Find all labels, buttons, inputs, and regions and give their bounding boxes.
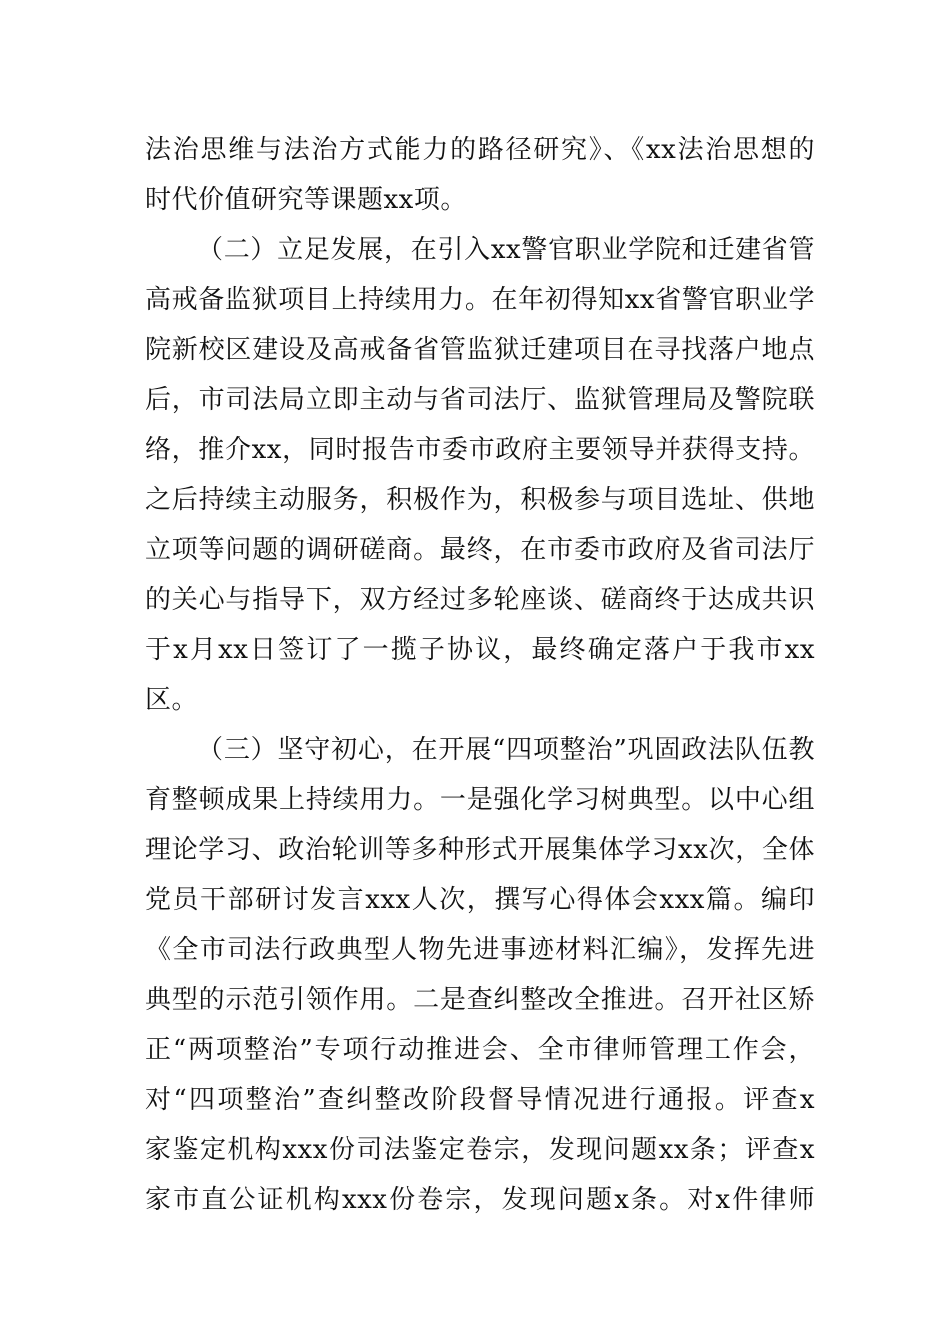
- paragraph-line: （三）坚守初心，在开展“四项整治”巩固政法队伍教: [197, 735, 815, 765]
- paragraph-line: 院新校区建设及高戒备省管监狱迁建项目在寻找落户地点: [145, 335, 815, 365]
- paragraph-line: 时代价值研究等课题xx项。: [145, 185, 467, 215]
- paragraph-line: 之后持续主动服务，积极作为，积极参与项目选址、供地: [145, 485, 815, 515]
- paragraph-line: 络，推介xx，同时报告市委市政府主要领导并获得支持。: [145, 435, 815, 465]
- paragraph-line: 典型的示范引领作用。二是查纠整改全推进。召开社区矫: [145, 985, 815, 1015]
- paragraph-line: 家鉴定机构xxx份司法鉴定卷宗，发现问题xx条；评查x: [145, 1135, 815, 1165]
- paragraph-line: 高戒备监狱项目上持续用力。在年初得知xx省警官职业学: [145, 285, 815, 315]
- paragraph-line: 于x月xx日签订了一揽子协议，最终确定落户于我市xx: [145, 635, 815, 665]
- paragraph-line: 法治思维与法治方式能力的路径研究》、《xx法治思想的: [145, 135, 815, 165]
- paragraph-line: 育整顿成果上持续用力。一是强化学习树典型。以中心组: [145, 785, 815, 815]
- paragraph-line: 立项等问题的调研磋商。最终，在市委市政府及省司法厅: [145, 535, 815, 565]
- paragraph-line: 家市直公证机构xxx份卷宗，发现问题x条。对x件律师: [145, 1185, 815, 1215]
- paragraph-line: 后，市司法局立即主动与省司法厅、监狱管理局及警院联: [145, 385, 815, 415]
- paragraph-line: 正“两项整治”专项行动推进会、全市律师管理工作会，: [145, 1035, 815, 1065]
- paragraph-line: 的关心与指导下，双方经过多轮座谈、磋商终于达成共识: [145, 585, 815, 615]
- paragraph-line: （二）立足发展，在引入xx警官职业学院和迁建省管: [197, 235, 815, 265]
- paragraph-line: 《全市司法行政典型人物先进事迹材料汇编》，发挥先进: [145, 935, 815, 965]
- paragraph-line: 对“四项整治”查纠整改阶段督导情况进行通报。评查x: [145, 1085, 815, 1115]
- paragraph-line: 党员干部研讨发言xxx人次，撰写心得体会xxx篇。编印: [145, 885, 815, 915]
- paragraph-line: 理论学习、政治轮训等多种形式开展集体学习xx次，全体: [145, 835, 815, 865]
- paragraph-line: 区。: [145, 685, 199, 715]
